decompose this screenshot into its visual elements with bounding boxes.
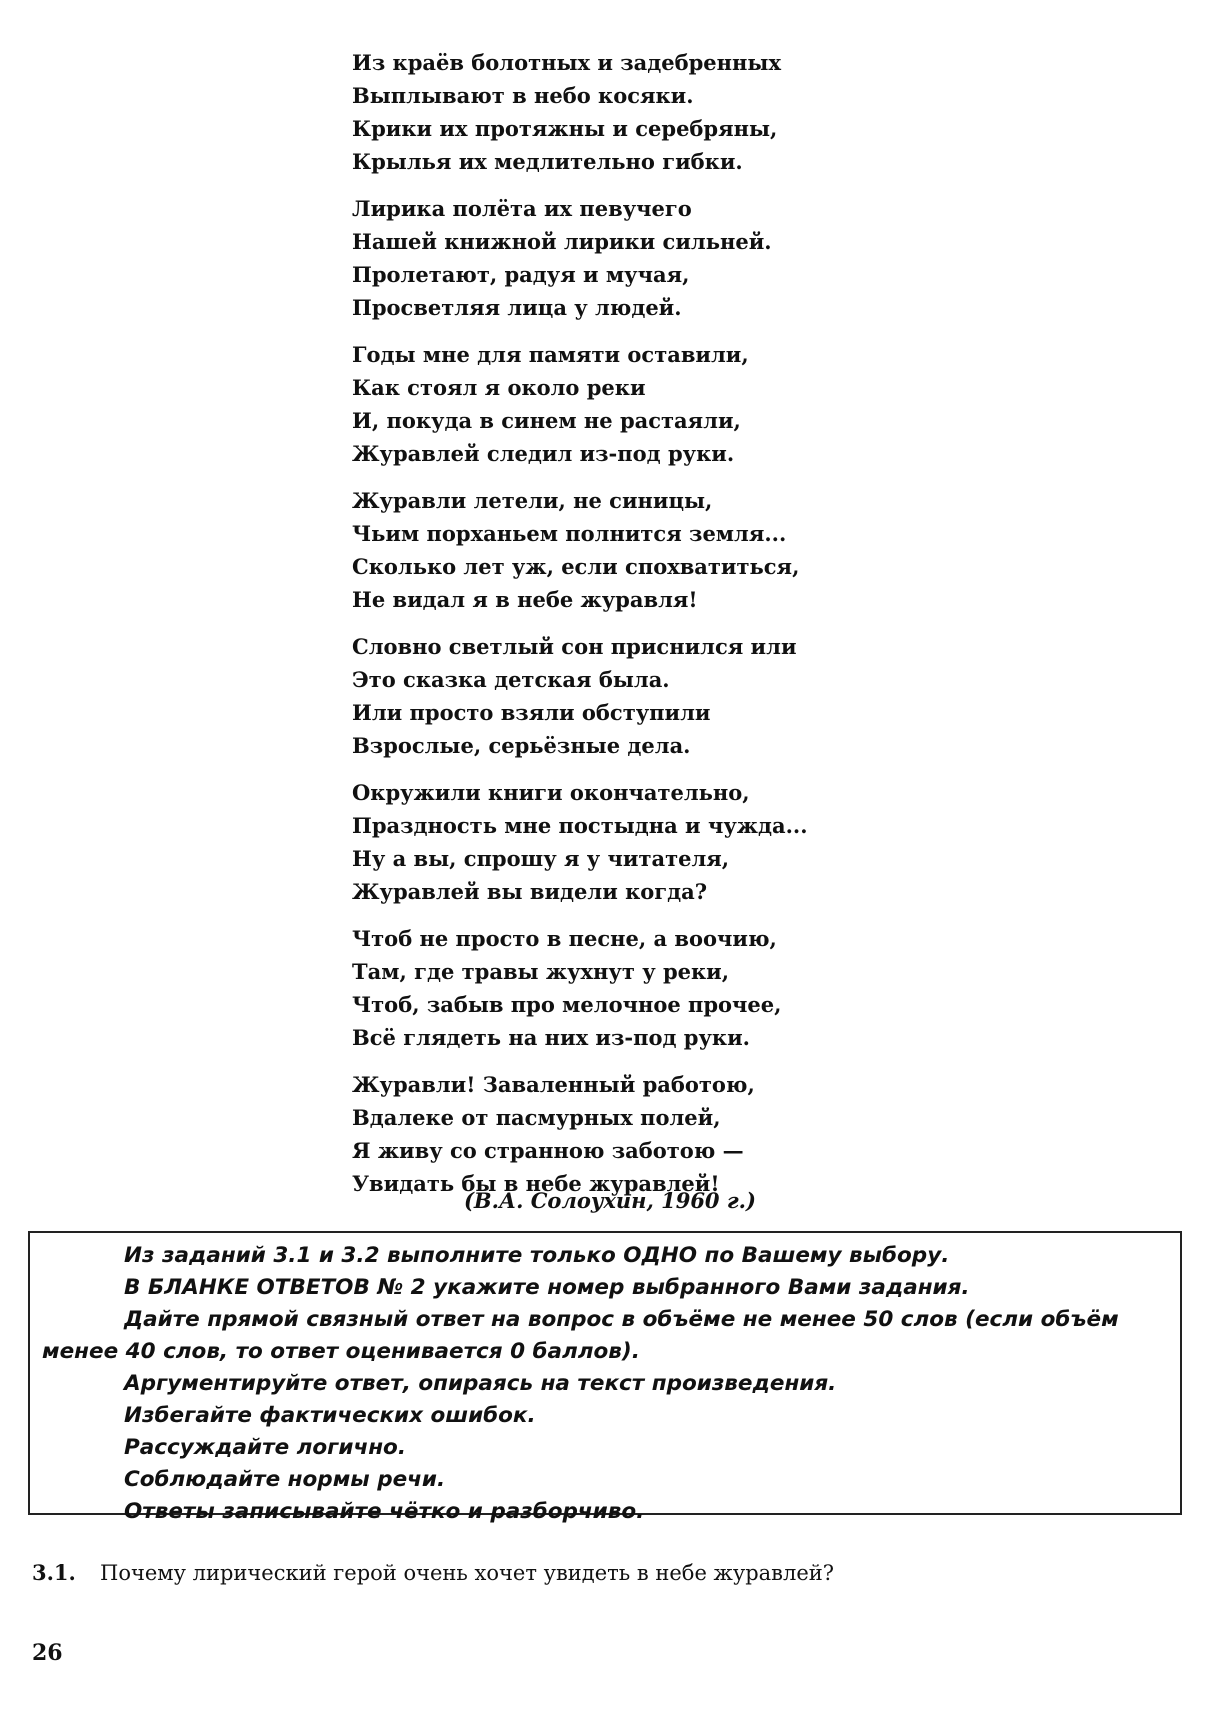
- poem-line: Крики их протяжны и серебряны,: [352, 116, 778, 141]
- poem-stanza-8: [352, 1068, 912, 1200]
- poem-line: Праздность мне постыдна и чужда...: [352, 813, 808, 838]
- instruction-item: Соблюдайте нормы речи.: [124, 1467, 446, 1492]
- poem-line: Журавлей вы видели когда?: [352, 879, 708, 904]
- poem-line: Ну а вы, спрошу я у читателя,: [352, 846, 730, 871]
- poem-line: Увидать бы в небе журавлей!: [352, 1171, 720, 1196]
- poem: [352, 46, 912, 1214]
- instruction-item: Ответы записывайте чётко и разборчиво.: [124, 1499, 645, 1524]
- poem-stanza-2: [352, 192, 912, 324]
- poem-line: Лирика полёта их певучего: [352, 196, 692, 221]
- instruction-item: Из заданий 3.1 и 3.2 выполните только ОДНО по Вашему выбору.: [124, 1243, 950, 1268]
- poem-line: Нашей книжной лирики сильней.: [352, 229, 772, 254]
- poem-line: Это сказка детская была.: [352, 667, 670, 692]
- instruction-item: Рассуждайте логично.: [124, 1435, 406, 1460]
- instruction-item: Аргументируйте ответ, опираясь на текст произведения.: [124, 1371, 837, 1396]
- poem-stanza-7: [352, 922, 912, 1054]
- poem-line: Из краёв болотных и задебренных: [352, 50, 781, 75]
- poem-line: Словно светлый сон приснился или: [352, 634, 797, 659]
- instructions-box: [28, 1231, 1182, 1524]
- poem-line: Чтоб не просто в песне, а воочию,: [352, 926, 777, 951]
- poem-line: Просветляя лица у людей.: [352, 295, 682, 320]
- poem-line: Взрослые, серьёзные дела.: [352, 733, 691, 758]
- poem-attribution: (В.А. Солоухин, 1960 г.): [464, 1188, 756, 1213]
- poem-line: Там, где травы жухнут у реки,: [352, 959, 730, 984]
- poem-stanza-6: [352, 776, 912, 908]
- page-number: 26: [32, 1640, 63, 1666]
- poem-line: Окружили книги окончательно,: [352, 780, 750, 805]
- poem-line: Годы мне для памяти оставили,: [352, 342, 749, 367]
- poem-line: Журавли! Заваленный работою,: [352, 1072, 755, 1097]
- poem-stanza-4: [352, 484, 912, 616]
- instruction-item: В БЛАНКЕ ОТВЕТОВ № 2 укажите номер выбранного Вами задания.: [124, 1275, 970, 1300]
- poem-line: Журавли летели, не синицы,: [352, 488, 713, 513]
- question: [32, 1560, 1182, 1585]
- poem-line: Вдалеке от пасмурных полей,: [352, 1105, 721, 1130]
- poem-line: Крылья их медлительно гибки.: [352, 149, 743, 174]
- poem-line: Как стоял я около реки: [352, 375, 646, 400]
- poem-line: Сколько лет уж, если спохватиться,: [352, 554, 800, 579]
- question-text: Почему лирический герой очень хочет увидеть в небе журавлей?: [100, 1561, 835, 1585]
- poem-line: Не видал я в небе журавля!: [352, 587, 698, 612]
- poem-line: Я живу со странною заботою —: [352, 1138, 744, 1163]
- poem-stanza-5: [352, 630, 912, 762]
- poem-line: Пролетают, радуя и мучая,: [352, 262, 690, 287]
- poem-line: И, покуда в синем не растаяли,: [352, 408, 741, 433]
- poem-stanza-3: [352, 338, 912, 470]
- poem-line: Журавлей следил из-под руки.: [352, 441, 735, 466]
- poem-line: Или просто взяли обступили: [352, 700, 711, 725]
- poem-line: Выплывают в небо косяки.: [352, 83, 694, 108]
- question-number: 3.1.: [32, 1560, 76, 1585]
- instruction-item: Избегайте фактических ошибок.: [124, 1403, 536, 1428]
- poem-line: Чьим порханьем полнится земля...: [352, 521, 787, 546]
- poem-stanza-1: [352, 46, 912, 178]
- poem-line: Всё глядеть на них из-под руки.: [352, 1025, 750, 1050]
- instruction-item: Дайте прямой связный ответ на вопрос в объёме не менее 50 слов (если объём менее 40 слов, то ответ оценивается 0 баллов).: [42, 1307, 1119, 1364]
- poem-line: Чтоб, забыв про мелочное прочее,: [352, 992, 782, 1017]
